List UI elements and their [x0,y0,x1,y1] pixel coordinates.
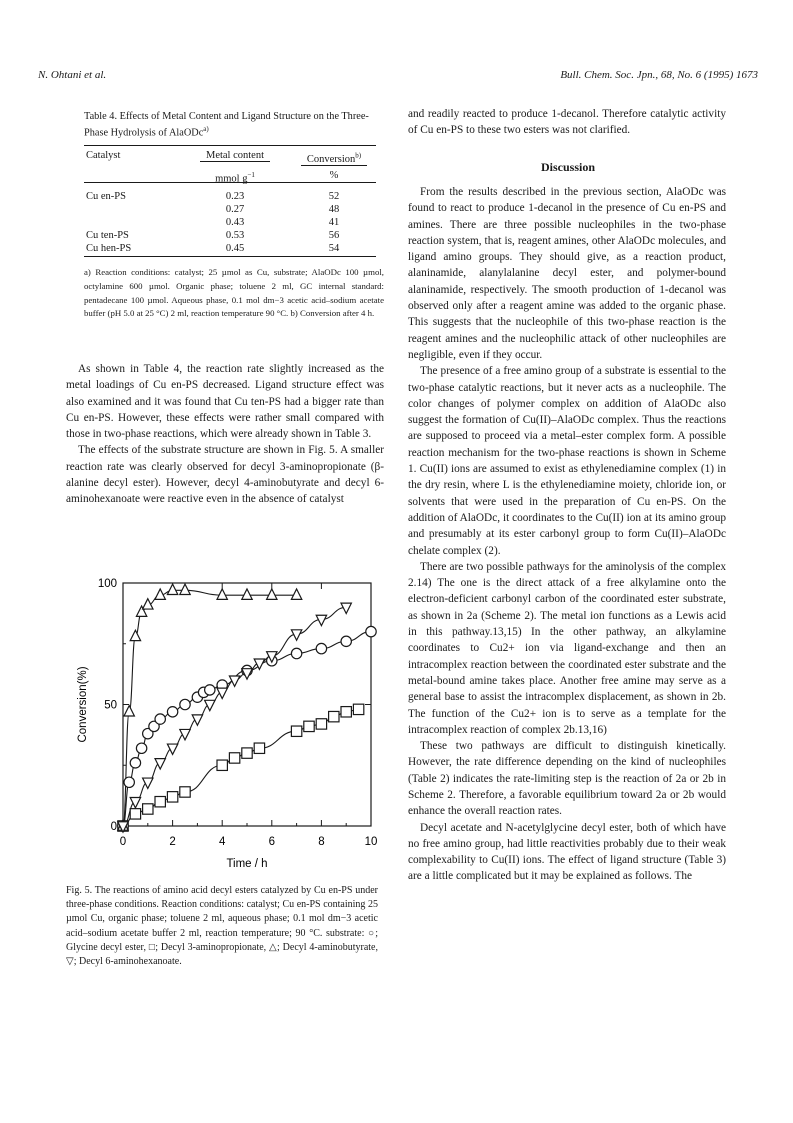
data-point-square [229,753,239,763]
th-conversion-sup: b) [355,151,362,159]
table-row: Cu hen-PS 0.45 54 [86,243,340,254]
data-point-triangle-down [341,603,351,613]
data-point-triangle-down [180,729,190,739]
table-bottom-rule [84,256,376,257]
table-caption-sup: a) [203,125,209,133]
data-point-triangle-up [124,706,134,716]
data-point-circle [124,777,134,787]
th-metal [178,146,292,166]
paragraph: and readily reacted to produce 1-decanol. Therefore catalytic activity of Cu en-PS to these two esters was not clarified. [408,108,726,137]
data-point-square [353,704,363,714]
paragraph: There are two possible pathways for the aminolysis of the complex 2.14) The one is the direct attack of a free alkylamine onto the electron-deficient carbonyl carbon of the coordinated ester substrate, as shown in 2a (Scheme 2). The metal ion functions as a Lewis acid in this pathway.13,15) In the other pathway, an alkylamine coordinates to Cu2+ ion via ligand-exchange and then an intracomplex reaction between the coordinated ester substrate and the metal-bound amine takes place. Another free amine may serve as a general base to assist the intracomplex displacement, as shown in 2b. The function of the Cu2+ ion is to serve as a template for the intracomplex reaction of complex 2b.13,16) [408,560,726,736]
th-conversion [292,146,376,166]
data-point-triangle-down [205,700,215,710]
x-tick-label: 8 [318,836,325,848]
data-point-triangle-up [242,589,252,599]
right-body [408,184,726,885]
table-row: Cu ten-PS 0.53 56 [86,230,340,241]
y-tick-label: 0 [110,821,117,833]
plot-frame [123,583,371,826]
section-heading: Discussion [540,160,596,174]
data-point-square [254,743,264,753]
paragraph: The effects of the substrate structure are shown in Fig. 5. A smaller reaction rate was clearly observed for decyl 3-aminopropionate (β-alanine decyl ester). However, decyl 4-aminobutyrate and decyl 6-aminohexanoate were reactive even in the absence of catalyst [66,444,384,506]
x-tick-label: 4 [218,836,226,848]
data-point-square [143,804,153,814]
th-conversion-unit: % [329,169,339,181]
data-point-triangle-up [217,589,227,599]
figure-5-chart [60,570,390,880]
data-point-square [217,760,227,770]
data-point-circle [136,743,146,753]
x-tick-label: 10 [364,836,378,848]
data-point-square [291,726,301,736]
data-point-circle [366,626,376,636]
data-point-square [316,719,326,729]
paragraph: From the results described in the previous section, AlaODc was found to react to produce 1-decanol in the presence of Cu en-PS and amines. There are three possible nucleophiles in the two-phase reaction system, that is, reagent amines, other AlaODc molecules, and ligand amino groups. They should give, as a reaction product, alaninamide, alanylalanine decyl ester, and polymer-bound alaninamide, respectively. The smooth production of 1-decanol was observed only after a reagent amine was added to the organic phase. This suggests that the nucleophile of this two-phase reaction is the reagent amines and the nucleophilic attack of other nucleophiles are negligible, even if they occur. [408,186,726,361]
chart-marks [118,584,376,832]
x-axis-label: Time / h [226,858,268,870]
table-header-rule [84,182,376,183]
data-point-circle [205,685,215,695]
figure-5-caption: Fig. 5. The reactions of amino acid decyl esters catalyzed by Cu en-PS under three-phase conditions. Reaction conditions: catalyst; Cu en-PS containing 25 µmol Cu, organic phase; toluene 2 ml, aqueous phase; 0.1 mol dm−3 acetic acid–sodium acetate buffer 2 ml, reaction temperature; 90 °C. substrate: ○; Glycine decyl ester, □; Decyl 3-aminopropionate, △; Decyl 4-aminobutyrate, ▽; Decyl 6-aminohexanoate. [66,885,378,968]
data-point-triangle-down [155,759,165,769]
data-point-square [304,721,314,731]
chart-fit-curves [123,590,371,826]
data-point-square [329,711,339,721]
data-point-triangle-up [130,630,140,640]
table-caption-text: Table 4. Effects of Metal Content and Ligand Structure on the Three-Phase Hydrolysis of AlaODc [84,111,369,139]
th-conversion-label [301,151,367,166]
table-footnote: a) Reaction conditions: catalyst; 25 µmol as Cu, substrate; AlaODc 100 µmol, octylamine 600 µmol. Organic phase; toluene 2 ml, GC internal standard: pentadecane 100 µmol. Aqueous phase, 0.1 mol dm−3 acetic acid–sodium acetate buffer (pH 5.0 at 25 °C) 2 ml, reaction temperature 90 °C. b) Conversion after 4 h. [84,267,384,319]
table-header-row [84,146,376,166]
data-point-circle [167,707,177,717]
th-metal-unit: mmol $g^{-1}$ [215,170,255,184]
data-point-triangle-down [167,744,177,754]
y-axis-label: Conversion(%) [77,666,89,743]
paragraph: Decyl acetate and N-acetylglycine decyl ester, both of which have no free amino group, had little reactivities probably due to their weak complexability to Cu(II) ions. The effect of ligand structure (Table 3) are a little complicated but it may be explained as follows. The [408,821,726,883]
data-point-triangle-up [267,589,277,599]
table-row: 0.43 41 [225,217,340,228]
table-row: 0.27 48 [225,204,340,215]
th-conversion-text: Conversion [306,153,356,165]
data-point-triangle-down [143,778,153,788]
paragraph: These two pathways are difficult to distinguish kinetically. However, the rate difference depending on the kind of nucleophiles (Table 2) indicates the rate-limiting step is the reaction of 2a or 2b in Scheme 2. Therefore, a favorable equilibrium toward 2a or 2b would enhance the overall reaction rates. [408,740,726,818]
th-catalyst: Catalyst [86,150,121,161]
table-4 [84,146,376,255]
data-point-circle [341,636,351,646]
x-tick-label: 0 [119,836,127,848]
data-point-triangle-up [180,584,190,594]
y-tick-label: 50 [104,699,117,712]
data-point-triangle-down [192,715,202,725]
data-point-square [180,787,190,797]
running-header-right: Bull. Chem. Soc. Jpn., 68, No. 6 (1995) 1673 [560,69,758,81]
paragraph: As shown in Table 4, the reaction rate slightly increased as the metal loadings of Cu en-PS decreased. Ligand structure effect was also examined and it was found that Cu ten-PS had a bigger rate than Cu en-PS. However, these effects were rather small compared with those in two-phase reactions, which were already shown in Table 3. [66,363,384,441]
paragraph: The presence of a free amino group of a substrate is essential to the two-phase catalytic reactions, but it never acts as a nucleophile. The color changes of polymer complex on addition of AlaODc also suggest the formation of Cu(II)–AlaODc complex. Thus the reactions are supposed to proceed via a metal–ester complex form. A possible reaction mechanism for the two-phase reactions is shown in Scheme 1. Cu(II) ions are assumed to exist as ethylenediamine complex (1) in the dry resin, where L is the ethylenediamine moiety, chloride ion, or solvents that were used in the preparation of Cu en-PS. On the addition of AlaODc, it coordinates to the Cu(II) ion at its amino group and presumably at its ester carbonyl group to form Cu(II)–AlaODc chelate complex (2). [408,365,726,557]
right-intro [408,106,726,139]
th-metal-label: Metal content [200,150,270,162]
data-point-circle [291,648,301,658]
data-point-circle [316,643,326,653]
data-point-triangle-up [291,589,301,599]
table-row: Cu en-PS 0.23 52 [86,191,340,202]
data-point-square [167,792,177,802]
data-point-circle [155,714,165,724]
data-point-square [242,748,252,758]
data-point-triangle-down [217,688,227,698]
data-point-triangle-up [167,584,177,594]
data-point-circle [130,758,140,768]
x-tick-label: 2 [169,836,176,848]
running-header-left: N. Ohtani et al. [38,69,107,81]
data-point-square [130,809,140,819]
left-body [66,361,384,508]
y-tick-label: 100 [97,578,117,590]
data-point-square [155,797,165,807]
table-caption [84,110,386,139]
data-point-square [341,707,351,717]
data-point-circle [180,699,190,709]
x-tick-label: 6 [268,836,276,848]
